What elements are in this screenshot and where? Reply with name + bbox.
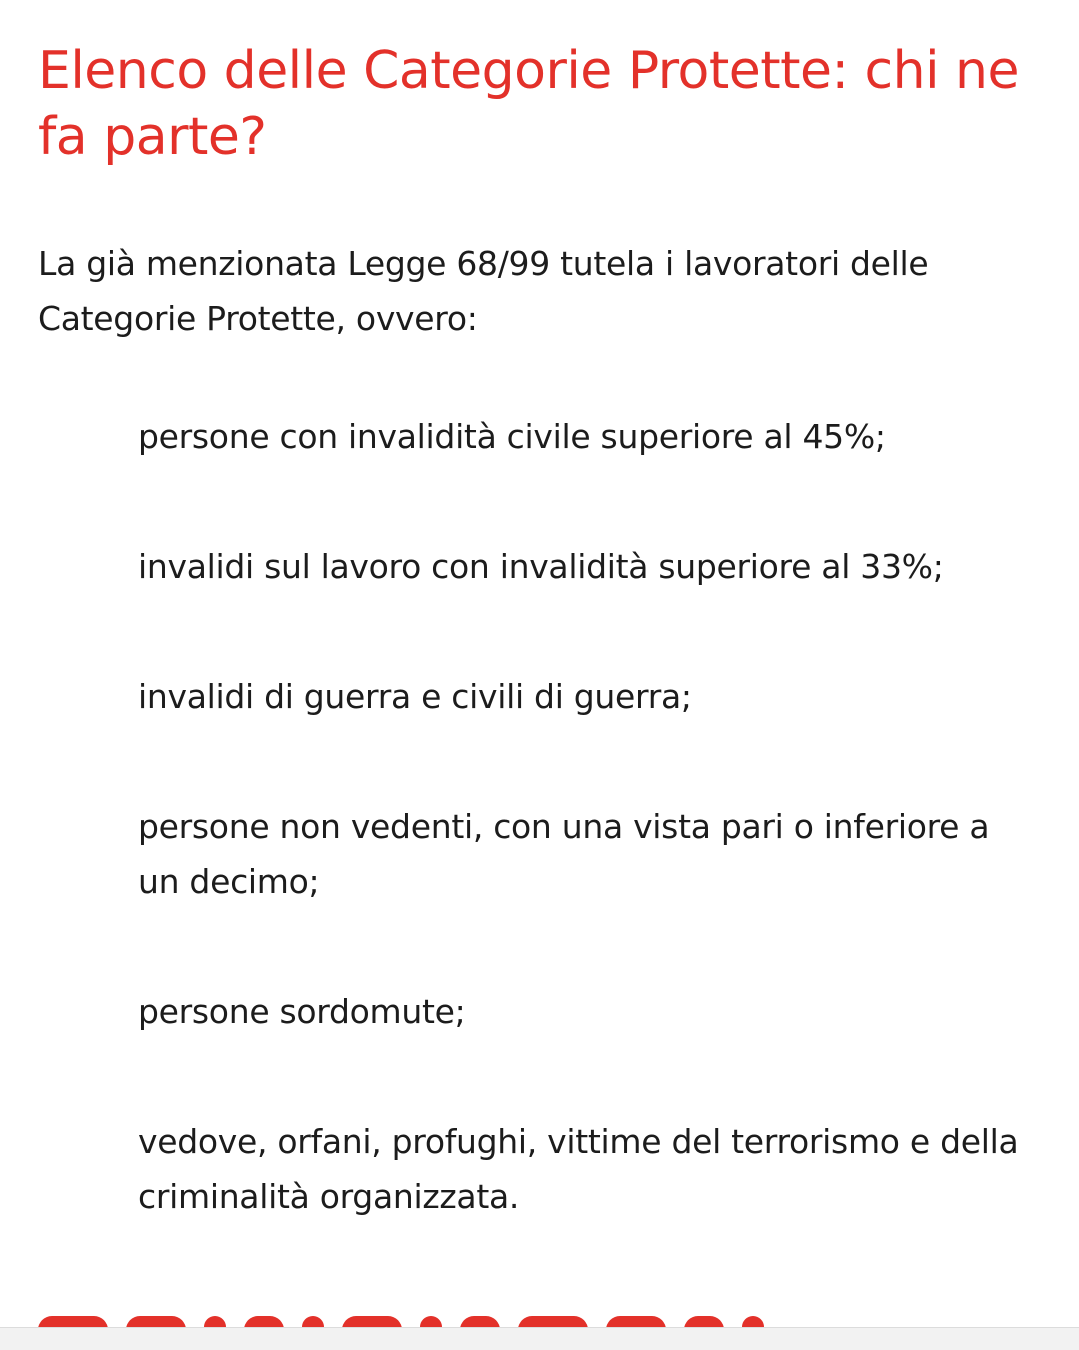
section-heading: Elenco delle Categorie Protette: chi ne fa parte?	[38, 41, 1019, 167]
list-item: persone con invalidità civile superiore al 45%;	[138, 417, 886, 456]
list-item: persone sordomute;	[138, 992, 466, 1031]
intro-paragraph: La già menzionata Legge 68/99 tutela i lavoratori delle Categorie Protette, ovvero:	[38, 244, 929, 338]
list-item: persone non vedenti, con una vista pari o inferiore a un decimo;	[138, 807, 990, 901]
list-item: invalidi di guerra e civili di guerra;	[138, 677, 692, 716]
list-item: invalidi sul lavoro con invalidità superiore al 33%;	[138, 547, 944, 586]
bottom-scroll-edge	[0, 1327, 1079, 1350]
next-section-heading-partial	[38, 1314, 1038, 1328]
list-item: vedove, orfani, profughi, vittime del terrorismo e della criminalità organizzata.	[138, 1122, 1019, 1216]
